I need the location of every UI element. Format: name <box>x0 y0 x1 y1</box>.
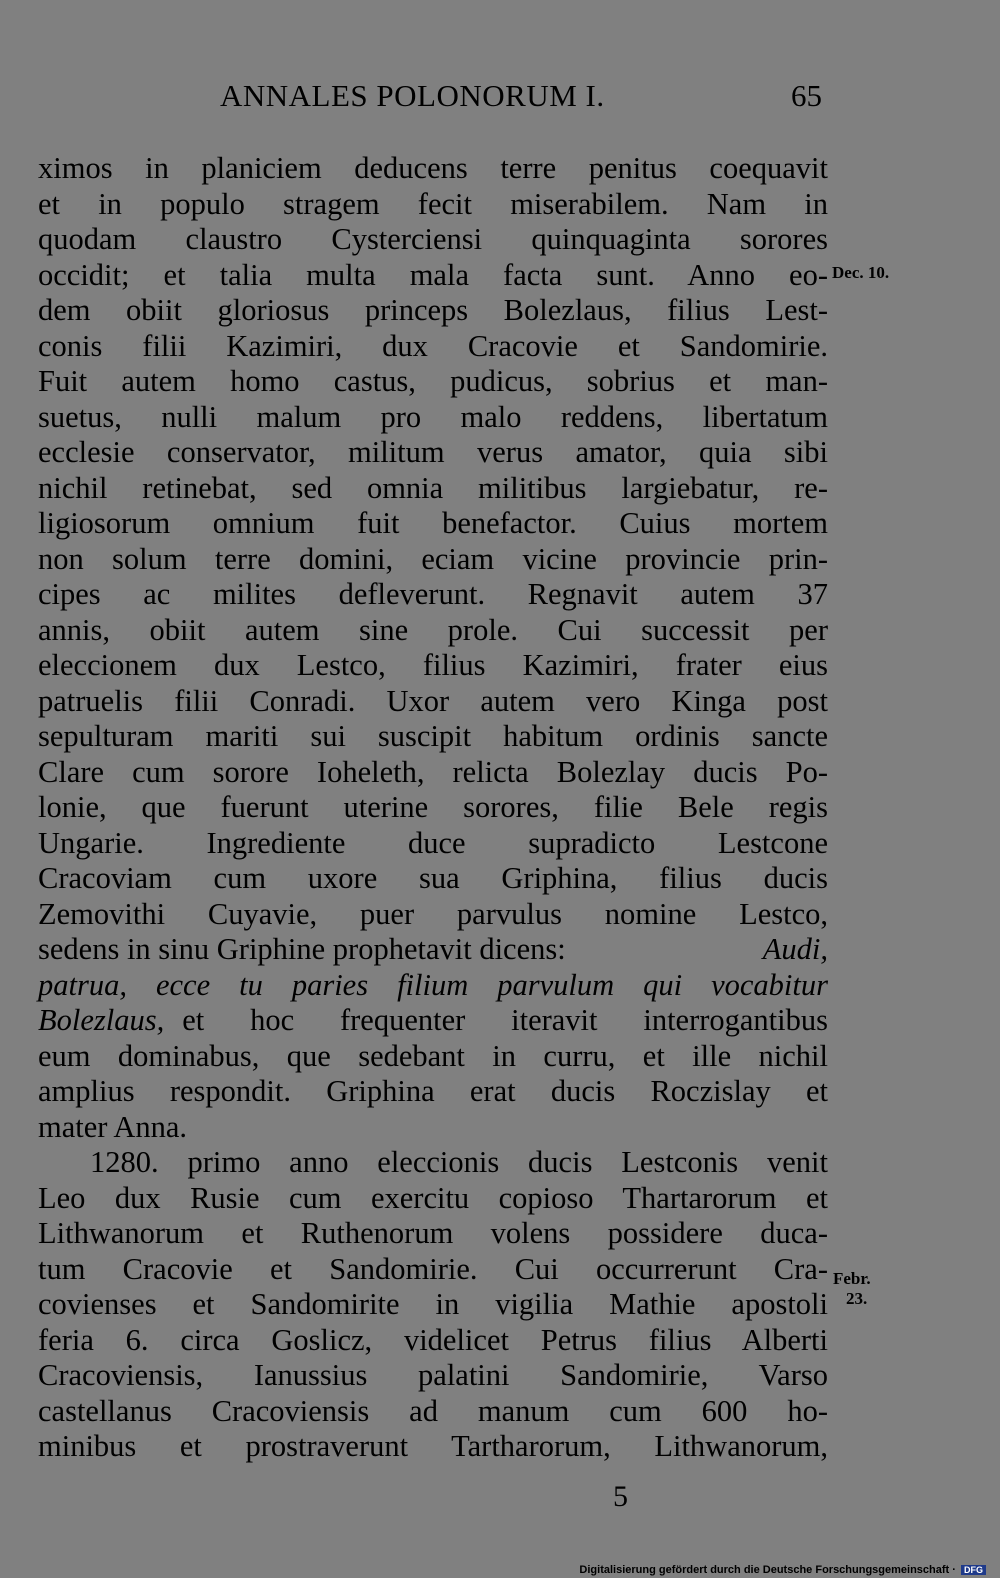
text-line: patruelis filii Conradi. Uxor autem vero Kinga post <box>38 683 828 718</box>
text-line: amplius respondit. Griphina erat ducis Roczislay et <box>38 1074 828 1108</box>
text-line: 1280. primo anno eleccionis ducis Lestconis venit <box>90 1145 828 1179</box>
text-line: Cracoviam cum uxore sua Griphina, filius ducis <box>38 861 828 895</box>
text-line: covienses et Sandomirite in vigilia Mathie apostoli <box>38 1287 828 1321</box>
text-line <box>38 932 828 968</box>
margin-note-date: Dec. 10. <box>832 263 890 282</box>
text-line: ligiosorum omnium fuit benefactor. Cuius mortem <box>38 506 828 540</box>
text-line: tum Cracovie et Sandomirie. Cui occurrerunt Cra- <box>38 1251 828 1286</box>
running-title: ANNALES POLONORUM I. <box>220 78 605 113</box>
text-line: feria 6. circa Goslicz, videlicet Petrus filius Alberti <box>38 1322 828 1357</box>
quote-segment: Audi, <box>762 932 828 966</box>
text-line: sepulturam mariti sui suscipit habitum ordinis sancte <box>38 719 828 753</box>
credit-text: Digitalisierung gefördert durch die Deutsche Forschungsgemeinschaft · <box>579 1564 956 1576</box>
text-segment: et hoc frequenter iteravit interrogantibus <box>182 1003 828 1037</box>
text-line: ecclesie conservator, militum verus amator, quia sibi <box>38 435 828 469</box>
digitization-credit <box>579 1564 986 1576</box>
text-line: minibus et prostraverunt Tartharorum, Lithwanorum, <box>38 1429 828 1463</box>
text-line: occidit; et talia multa mala facta sunt. Anno eo- <box>38 257 828 292</box>
text-line: quodam claustro Cysterciensi quinquaginta sorores <box>38 222 828 256</box>
text-line: suetus, nulli malum pro malo reddens, libertatum <box>38 399 828 434</box>
text-line: mater Anna. <box>38 1109 188 1144</box>
text-line: lonie, que fuerunt uterine sorores, filie Bele regis <box>38 790 828 824</box>
quote-line: patrua, ecce tu paries filium parvulum qui vocabitur <box>38 967 828 1002</box>
text-line: eleccionem dux Lestco, filius Kazimiri, frater eius <box>38 648 828 682</box>
text-line: castellanus Cracoviensis ad manum cum 600 ho- <box>38 1393 828 1428</box>
page-header <box>0 78 1000 118</box>
body-text <box>38 151 828 1465</box>
text-line: annis, obiit autem sine prole. Cui successit per <box>38 612 828 647</box>
text-line: cipes ac milites defleverunt. Regnavit autem 37 <box>38 577 828 611</box>
text-line: Lithwanorum et Ruthenorum volens possidere duca- <box>38 1216 828 1250</box>
text-line: Clare cum sorore Ioheleth, relicta Bolezlay ducis Po- <box>38 754 828 789</box>
dfg-logo: DFG <box>961 1565 986 1575</box>
page-number: 65 <box>791 78 822 113</box>
text-line: Fuit autem homo castus, pudicus, sobrius et man- <box>38 364 828 398</box>
text-segment: sedens in sinu Griphine prophetavit dicens: <box>38 932 566 966</box>
text-line: Leo dux Rusie cum exercitu copioso Thartarorum et <box>38 1180 828 1215</box>
text-line: nichil retinebat, sed omnia militibus largiebatur, re- <box>38 470 828 505</box>
signature-mark: 5 <box>613 1480 628 1513</box>
margin-note-day: 23. <box>846 1289 868 1308</box>
quote-segment: Bolezlaus, <box>38 1003 165 1037</box>
margin-note-month: Febr. <box>833 1269 871 1288</box>
text-line: et in populo stragem fecit miserabilem. Nam in <box>38 186 828 221</box>
text-line: Cracoviensis, Ianussius palatini Sandomirie, Varso <box>38 1358 828 1392</box>
text-line: Zemovithi Cuyavie, puer parvulus nomine Lestco, <box>38 896 828 931</box>
text-line: ximos in planiciem deducens terre penitus coequavit <box>38 151 828 185</box>
text-line: eum dominabus, que sedebant in curru, et ille nichil <box>38 1038 828 1073</box>
text-line: non solum terre domini, eciam vicine provincie prin- <box>38 541 828 576</box>
text-line: conis filii Kazimiri, dux Cracovie et Sandomirie. <box>38 328 828 363</box>
text-line <box>38 1003 828 1039</box>
text-line: dem obiit gloriosus princeps Bolezlaus, filius Lest- <box>38 293 828 327</box>
text-line: Ungarie. Ingrediente duce supradicto Lestcone <box>38 825 828 860</box>
